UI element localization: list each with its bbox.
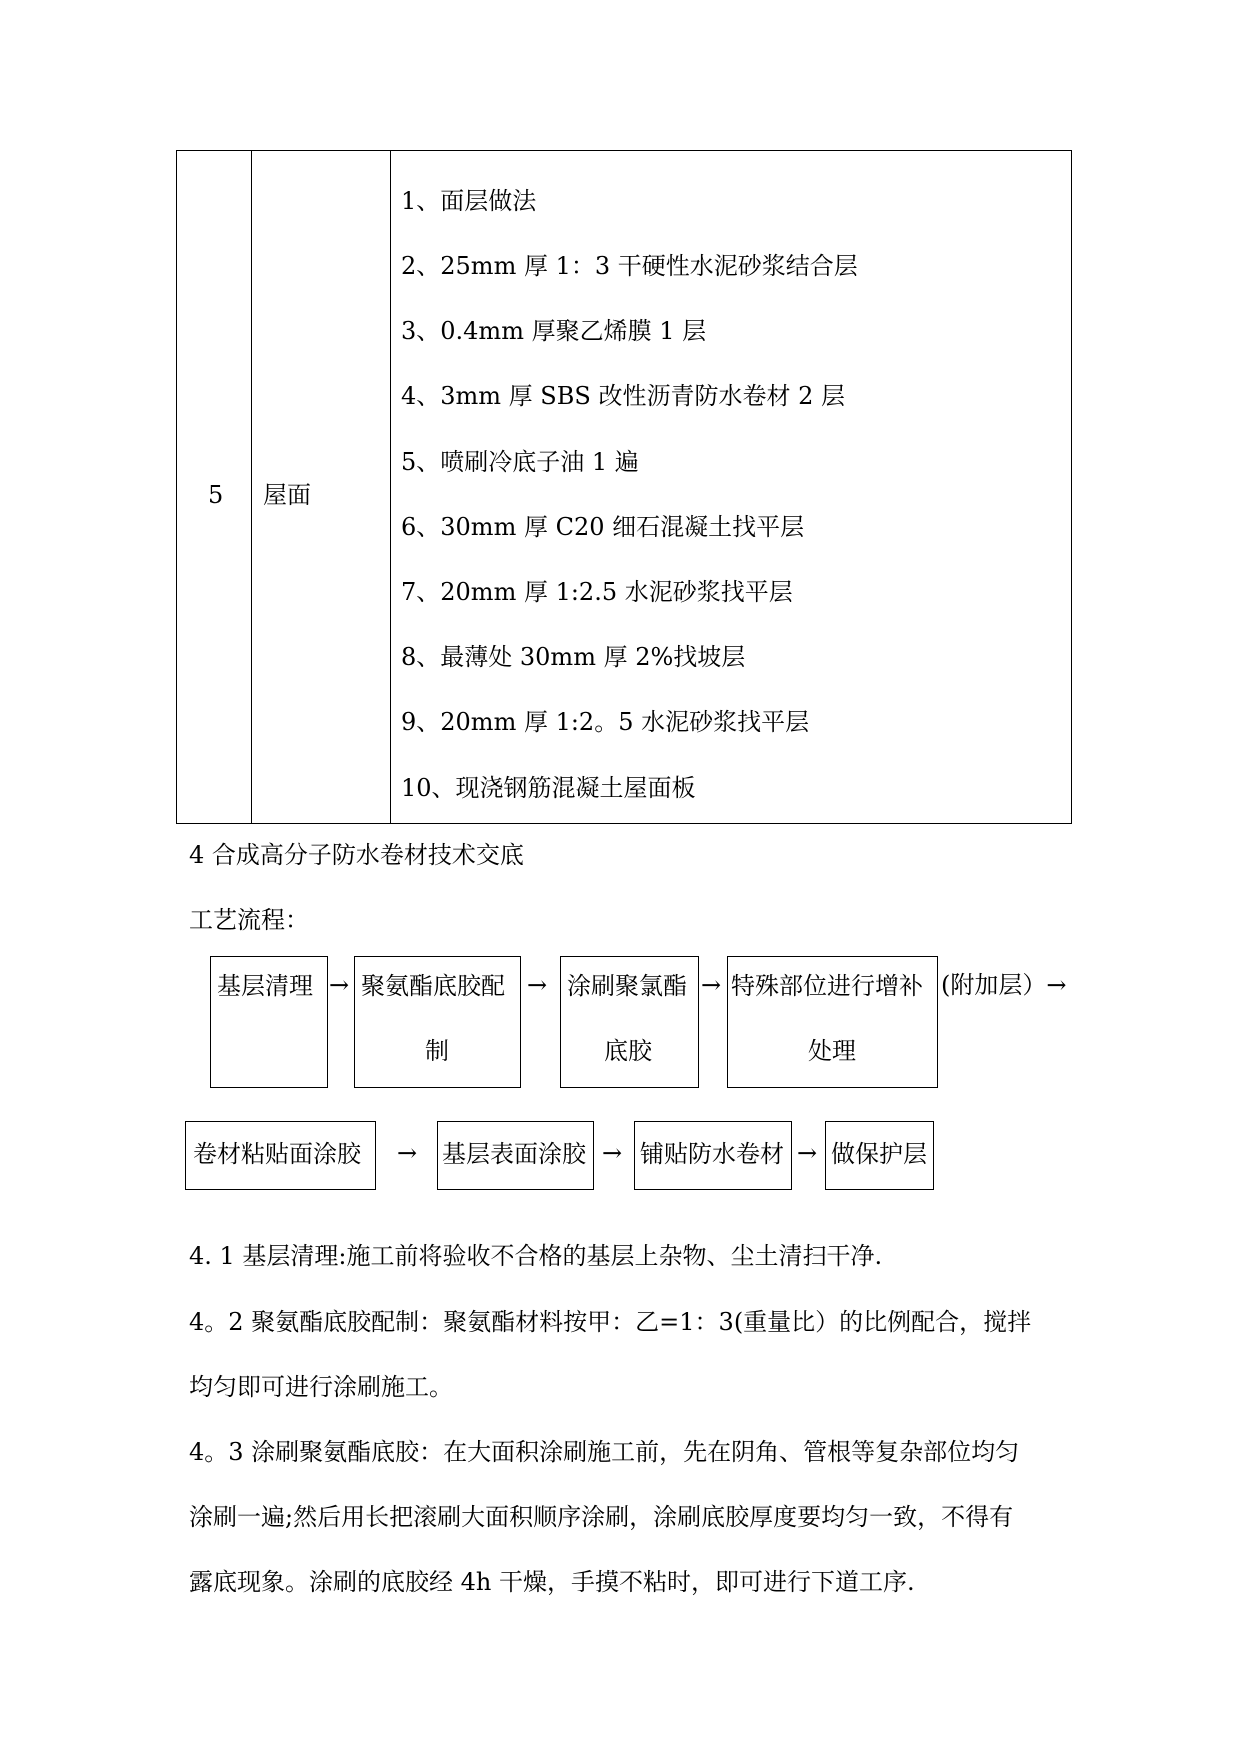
paragraph-4-3-line: 4。3 涂刷聚氨酯底胶：在大面积涂刷施工前，先在阴角、管根等复杂部位均匀 [189,1438,1020,1466]
paragraph-4-3-line: 涂刷一遍;然后用长把滚刷大面积顺序涂刷，涂刷底胶厚度要均匀一致，不得有 [189,1503,1014,1531]
flow-step-lay-membrane [634,1121,792,1190]
flow-step-primer-coating [560,956,699,1088]
flow-step-text: 涂刷聚氯酯 [567,972,687,1000]
spec-item: 3、0.4mm 厚聚乙烯膜 1 层 [401,317,707,345]
flow-step-text: 卷材粘贴面涂胶 [193,1140,361,1168]
spec-item: 7、20mm 厚 1:2.5 水泥砂浆找平层 [401,578,793,606]
spec-item: 8、最薄处 30mm 厚 2%找坡层 [401,643,746,671]
flow-arrow: → [701,971,722,999]
flow-step-text: 特殊部位进行增补 [731,972,923,1000]
flow-arrow: → [329,971,350,999]
flow-step-protective-layer [825,1121,934,1190]
flow-step-text: 底胶 [604,1037,652,1065]
flow-step-membrane-glue [185,1121,376,1190]
paragraph-4-2-line: 4。2 聚氨酯底胶配制：聚氨酯材料按甲：乙=1：3(重量比）的比例配合，搅拌 [189,1308,1032,1336]
spec-item: 1、面层做法 [401,187,537,215]
spec-item: 9、20mm 厚 1:2。5 水泥砂浆找平层 [401,708,810,736]
flow-step-text: 处理 [808,1037,856,1065]
flow-step-text: 基层表面涂胶 [442,1140,586,1168]
spec-item: 10、现浇钢筋混凝土屋面板 [401,774,696,802]
flow-step-text: 铺贴防水卷材 [640,1140,784,1168]
flow-arrow: → [397,1139,418,1167]
paragraph-4-2-line: 均匀即可进行涂刷施工。 [189,1373,453,1401]
column-divider [390,151,391,823]
spec-item: 4、3mm 厚 SBS 改性沥青防水卷材 2 层 [401,382,845,410]
flow-step-primer-mixing [354,956,521,1088]
row-number: 5 [208,481,224,509]
flow-step-surface-glue [437,1121,594,1190]
paragraph-4-1: 4. 1 基层清理:施工前将验收不合格的基层上杂物、尘土清扫干净. [189,1242,883,1270]
flow-tail-text: (附加层）→ [941,971,1067,999]
section-title: 4 合成高分子防水卷材技术交底 [189,841,524,869]
flow-arrow: → [527,971,548,999]
flow-step-text: 基层清理 [217,972,313,1000]
row-label: 屋面 [263,481,311,509]
spec-item: 6、30mm 厚 C20 细石混凝土找平层 [401,513,805,541]
paragraph-4-3-line: 露底现象。涂刷的底胶经 4h 干燥，手摸不粘时，即可进行下道工序. [189,1568,915,1596]
flow-step-text: 聚氨酯底胶配 [361,972,505,1000]
flow-step-base-cleaning [210,956,328,1088]
spec-item: 2、25mm 厚 1：3 干硬性水泥砂浆结合层 [401,252,858,280]
spec-item: 5、喷刷冷底子油 1 遍 [401,448,639,476]
flow-step-special-treatment [727,956,938,1088]
flow-step-text: 制 [425,1037,449,1065]
flow-arrow: → [602,1139,623,1167]
column-divider [251,151,252,823]
flow-step-text: 做保护层 [831,1140,927,1168]
process-label: 工艺流程： [189,906,309,934]
flow-arrow: → [797,1139,818,1167]
